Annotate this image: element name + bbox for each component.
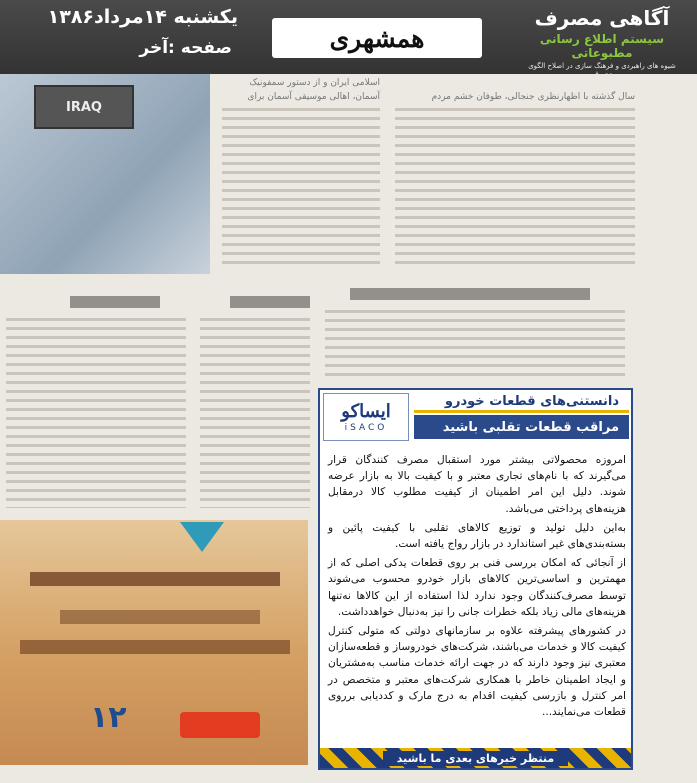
brand-title: آگاهی مصرف xyxy=(534,6,670,30)
photo-sign: IRAQ xyxy=(34,85,134,129)
newspaper-logo: همشهری xyxy=(272,18,482,58)
article-subtitle: مراقب قطعات تقلبی باشید xyxy=(442,419,619,435)
ad-line xyxy=(20,640,290,654)
article-paragraph: به‌این دلیل تولید و توزیع کالاهای تقلبی با کیفیت پائین و بسته‌بندی‌های غیر استاندارد در بازار رواج یافته است. xyxy=(328,521,626,551)
article-footer xyxy=(320,748,631,768)
logo-mark: ایساکو xyxy=(341,401,391,422)
ad-line xyxy=(60,610,260,624)
article-paragraph: در کشورهای پیشرفته علاوه بر سازمانهای دولتی که متولی کنترل کیفیت کالا و خدمات می‌باشند، شرکت‌های خودروساز و قطعه‌سازان معتبری نیز وجود دارند که در جهت ارائه خدمات مناسب به‌مشتریان و ایجاد اطمینان خاطر با همکاری شرکت‌های معتبر و متخصص در امر کنترل و بازرسی کیفیت اقدام به درج مارک و کددیابی برروی قطعات می‌نمایند... xyxy=(328,625,626,719)
logo-text: iSACO xyxy=(344,423,388,433)
article-paragraph: امروزه محصولاتی بیشتر مورد استقبال مصرف کنندگان قرار می‌گیرند که با نام‌های تجاری معتبر و با کیفیت بالا به بازار عرضه شوند. دلیل این امر اطمینان از کیفیت مطلوب کالا درمقابل هزینه‌های پرداختی می‌باشد. xyxy=(328,454,626,515)
article-title-bar xyxy=(414,393,629,413)
ad-number: ۱۲ xyxy=(90,700,127,735)
column-headline xyxy=(350,288,590,300)
article-paragraph: از آنجائی که امکان بررسی فنی بر روی قطعات یدکی اصلی که از مهمترین و اساسی‌ترین کالاهای بازار خودرو محسوب می‌شوند توسط مصرف‌کنندگان وجود ندارد لذا استفاده از این کالاها نه‌تنها هزینه‌های مالی زیاد بلکه خطرات جانی را نیز به‌دنبال خواهدداشت. xyxy=(328,557,626,618)
brand-block xyxy=(517,6,687,78)
column-snippet: سال گذشته با اظهارنظری جنجالی، طوفان خشم مردم xyxy=(431,92,635,102)
page-number: صفحه :آخر xyxy=(139,38,232,58)
text-column xyxy=(325,310,625,380)
text-column xyxy=(222,108,380,268)
column-snippet: آسمان، اهالی موسیقی آسمان برای xyxy=(247,92,380,102)
article-title: دانستنی‌های قطعات خودرو xyxy=(444,394,619,409)
column-headline xyxy=(230,296,310,308)
ad-headline xyxy=(30,572,280,586)
ad-logo xyxy=(180,712,260,738)
down-arrow-icon xyxy=(180,522,224,552)
issue-date: یکشنبه ۱۴مرداد۱۳۸۶ xyxy=(47,6,238,28)
isaco-logo xyxy=(323,393,409,441)
article-subtitle-bar xyxy=(414,415,629,439)
article-body xyxy=(328,452,626,742)
text-column xyxy=(200,318,310,508)
text-column xyxy=(6,318,186,508)
brand-tagline: شیوه های راهبردی و فرهنگ سازی در اصلاح الگوی xyxy=(528,62,676,70)
header-bar xyxy=(0,0,697,74)
brand-subtitle: سیستم اطلاع رسانی مطبوعاتی xyxy=(539,32,665,60)
article-footer-text: منتظر خبرهای بعدی ما باشید xyxy=(383,751,568,766)
column-snippet: اسلامی ایران و از دستور سمفونیک xyxy=(249,78,380,88)
column-headline xyxy=(70,296,160,308)
text-column xyxy=(395,108,635,268)
